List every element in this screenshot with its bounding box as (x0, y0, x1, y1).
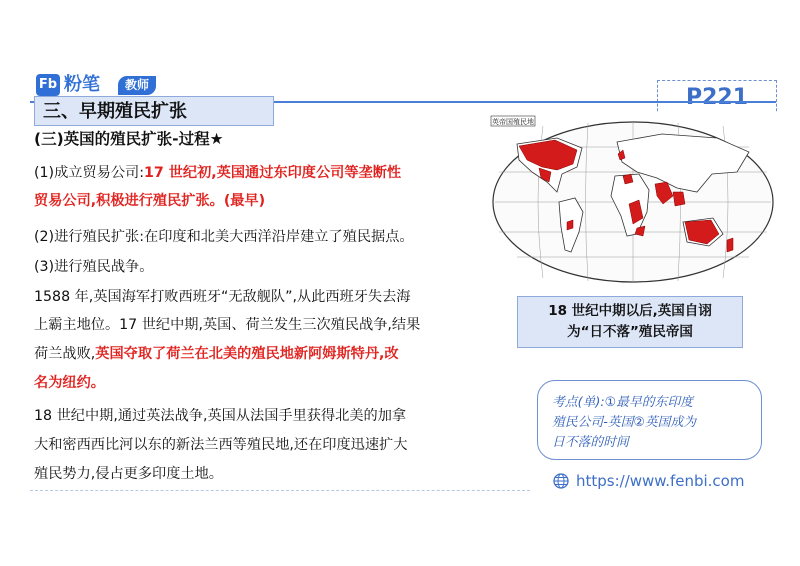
exam-note (537, 380, 762, 460)
sub-title: (三)英国的殖民扩张-过程★ (34, 130, 224, 148)
website-link[interactable]: https://www.fenbi.com (576, 472, 745, 490)
exam-note-line-1: 考点(单):①最早的东印度 (552, 395, 693, 410)
page-number: P221 (657, 80, 777, 116)
body-line-9: 18 世纪中期,通过英法战争,英国从法国手里获得北美的加拿 (34, 408, 407, 424)
body-line-1-highlight: 17 世纪初,英国通过东印度公司等垄断性 (144, 165, 402, 181)
body-line-8: 名为纽约。 (34, 375, 105, 391)
body-line-6: 上霸主地位。17 世纪中期,英国、荷兰发生三次殖民战争,结果 (34, 317, 421, 333)
body-line-4: (3)进行殖民战争。 (34, 259, 154, 275)
exam-note-line-2: 殖民公司-英国②英国成为 (552, 415, 697, 430)
body-line-5: 1588 年,英国海军打败西班牙“无敌舰队”,从此西班牙失去海 (34, 289, 411, 305)
body-line-1 (34, 162, 401, 185)
brand-logo-mark: Fb (36, 74, 60, 96)
body-line-7 (34, 343, 399, 366)
body-line-1-label: (1)成立贸易公司: (34, 165, 145, 181)
callout-box (517, 296, 743, 348)
callout-line-2: 为“日不落”殖民帝国 (567, 324, 693, 340)
map-caption: 英帝国殖民地 (492, 118, 534, 126)
footer-rule (30, 490, 530, 491)
world-map-icon (487, 112, 780, 288)
body-line-11: 殖民势力,侵占更多印度土地。 (34, 466, 223, 482)
section-title: 三、早期殖民扩张 (34, 96, 274, 126)
brand-badge: 教师 (118, 76, 156, 95)
body-line-7-highlight: 英国夺取了荷兰在北美的殖民地新阿姆斯特丹,改 (95, 346, 399, 362)
world-map-image (487, 112, 780, 288)
body-line-2: 贸易公司,积极进行殖民扩张。(最早) (34, 193, 266, 209)
body-line-10: 大和密西西比河以东的新法兰西等殖民地,还在印度迅速扩大 (34, 437, 408, 453)
body-line-7-text: 荷兰战败, (34, 346, 96, 362)
callout-line-1: 18 世纪中期以后,英国自诩 (548, 303, 712, 319)
exam-note-line-3: 日不落的时间 (552, 435, 629, 450)
brand-name: 粉笔 (64, 74, 100, 95)
body-line-3: (2)进行殖民扩张:在印度和北美大西洋沿岸建立了殖民据点。 (34, 229, 414, 245)
globe-icon (553, 473, 569, 489)
